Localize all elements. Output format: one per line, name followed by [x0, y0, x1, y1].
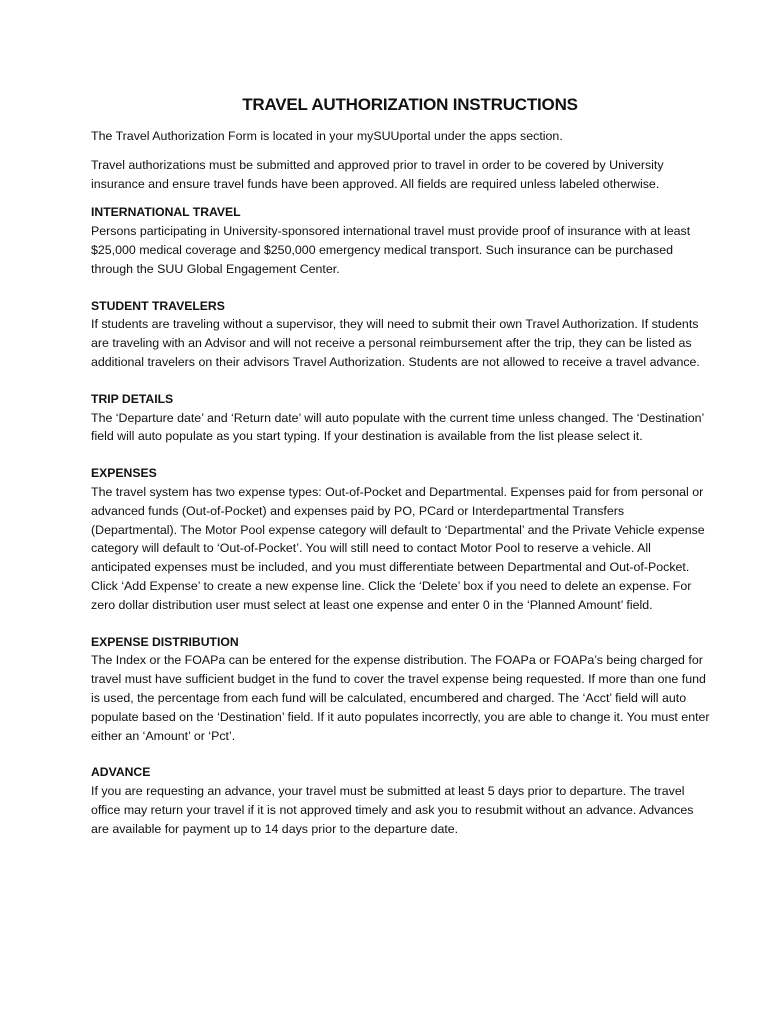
document-title: TRAVEL AUTHORIZATION INSTRUCTIONS — [242, 95, 578, 114]
intro-paragraph-location: The Travel Authorization Form is located in your mySUUportal under the apps section. — [91, 129, 563, 143]
section-heading: EXPENSES — [91, 466, 157, 481]
section-trip-details — [91, 390, 711, 446]
intro-paragraph-requirements: Travel authorizations must be submitted and approved prior to travel in order to be covered by University insurance and ensure travel funds have been approved. All fields are required unless labeled otherwise. — [91, 157, 664, 191]
section-body: Persons participating in University-sponsored international travel must provide proof of insurance with at least $25,000 medical coverage and $250,000 emergency medical transport. Such insurance can be purchased through the SUU Global Engagement Center. — [91, 224, 691, 276]
section-body: If students are traveling without a supervisor, they will need to submit their own Travel Authorization. If students are traveling with an Advisor and will not receive a personal reimbursement after the trip, they can be listed as additional travelers on their advisors Travel Authorization. Students are not allowed to receive a travel advance. — [91, 317, 700, 369]
section-body: The travel system has two expense types: Out-of-Pocket and Departmental. Expenses paid for from personal or advanced funds (Out-of-Pocket) and expenses paid by PO, PCard or Interdepartmental Transfers (Departmental). The Motor Pool expense category will default to ‘Departmental’ and the Private Vehicle expense category will default to ‘Out-of-Pocket’. You will still need to contact Motor Pool to reserve a vehicle. All anticipated expenses must be included, and you must differentiate between Departmental and Out-of-Pocket. Click ‘Add Expense’ to create a new expense line. Click the ‘Delete’ box if you need to delete an expense. For zero dollar distribution user must select at least one expense and enter 0 in the ‘Planned Amount’ field. — [91, 484, 705, 612]
section-heading: ADVANCE — [91, 765, 151, 780]
section-heading: TRIP DETAILS — [91, 391, 174, 406]
section-body: The Index or the FOAPa can be entered for the expense distribution. The FOAPa or FOAPa’s being charged for travel must have sufficient budget in the fund to cover the travel expense being requested. If more than one fund is used, the percentage from each fund will be calculated, encumbered and charged. The ‘Acct’ field will auto populate based on the ‘Destination’ field. If it auto populates incorrectly, you are able to change it. You must enter either an ‘Amount’ or ‘Pct’. — [91, 653, 710, 743]
section-body: If you are requesting an advance, your travel must be submitted at least 5 days prior to departure. The travel office may return your travel if it is not approved timely and ask you to resubmit without an advance. Advances are available for payment up to 14 days prior to the departure date. — [91, 784, 694, 836]
section-advance — [91, 763, 711, 838]
section-expenses — [91, 464, 711, 614]
section-heading: INTERNATIONAL TRAVEL — [91, 205, 241, 220]
section-heading: EXPENSE DISTRIBUTION — [91, 634, 239, 649]
section-expense-distribution — [91, 633, 711, 746]
section-student-travelers — [91, 297, 711, 372]
section-body: The ‘Departure date’ and ‘Return date’ will auto populate with the current time unless changed. The ‘Destination’ field will auto populate as you start typing. If your destination is available from the list please select it. — [91, 410, 704, 444]
document-page — [91, 94, 711, 857]
section-heading: STUDENT TRAVELERS — [91, 298, 225, 313]
section-international-travel — [91, 203, 711, 278]
